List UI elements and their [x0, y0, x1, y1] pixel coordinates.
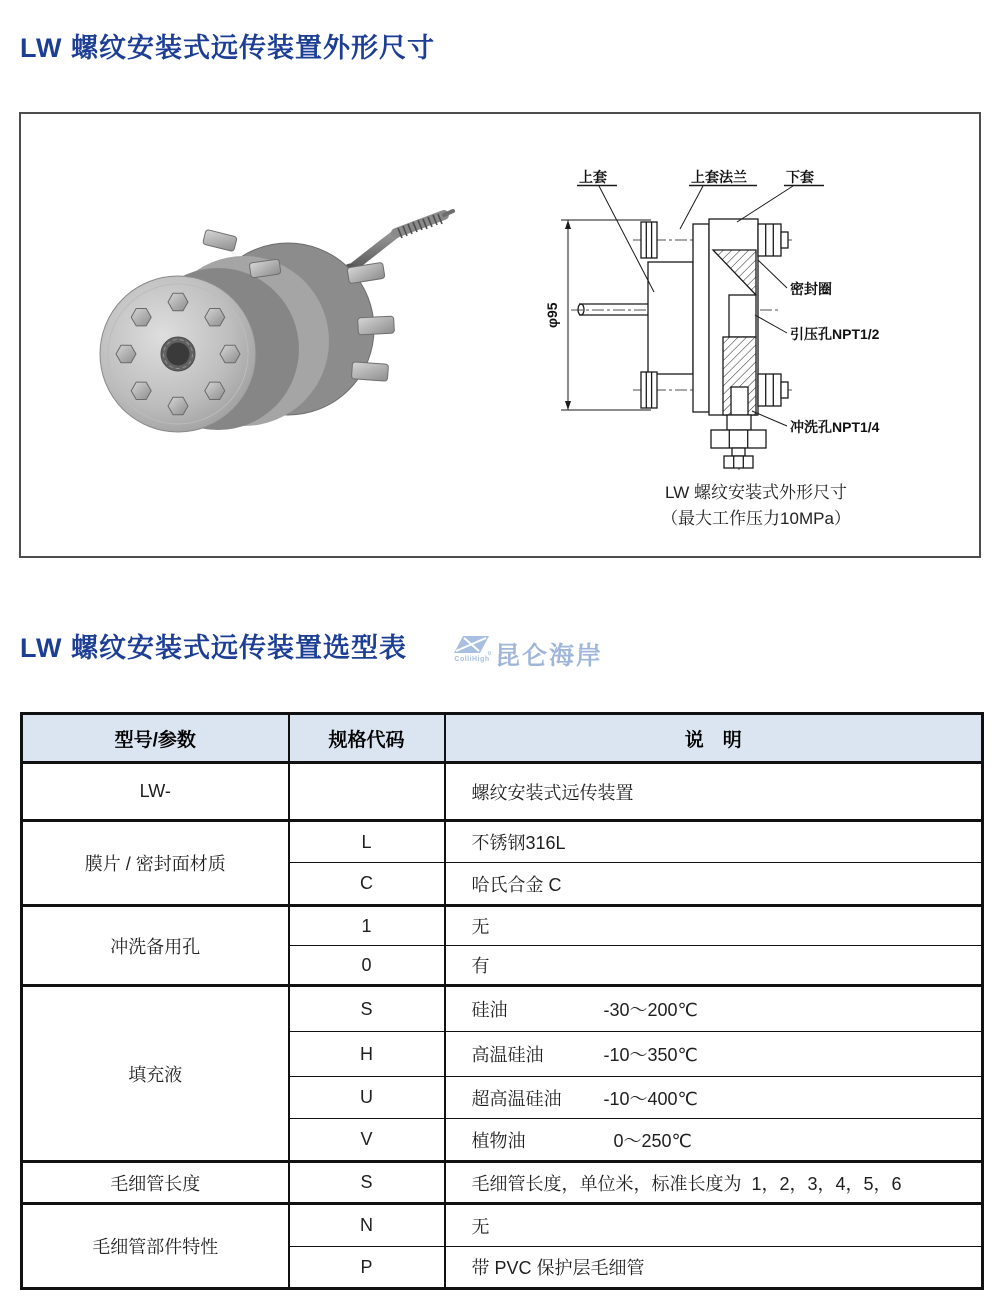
liquid-name: 高温硅油: [471, 1045, 544, 1065]
code-P: P: [289, 1247, 445, 1289]
header-description: 说 明: [445, 714, 983, 763]
desc-capillary-length: 毛细管长度，单位米，标准长度为 1，2，3，4，5，6: [445, 1162, 983, 1204]
param-capillary-length: 毛细管长度: [22, 1162, 289, 1204]
table-row: [22, 821, 983, 863]
param-flush-hole: 冲洗备用孔: [22, 906, 289, 986]
figure-box: [19, 112, 981, 558]
pressure-port-bore: [729, 295, 756, 337]
table-header-row: [22, 714, 983, 763]
header-spec-code: 规格代码: [289, 714, 445, 763]
page-title-selection: LW 螺纹安装式远传装置选型表: [20, 633, 407, 663]
liquid-temp-range: -10～400℃: [603, 1088, 698, 1109]
liquid-name: 硅油: [471, 1000, 508, 1020]
flush-channel: [731, 387, 748, 415]
table-row: [22, 986, 983, 1032]
code-0: 0: [289, 946, 445, 986]
product-photo: [96, 199, 486, 484]
desc-silicone-oil: [445, 986, 983, 1032]
label-upper-sleeve-flange: 上套法兰: [691, 169, 747, 185]
code-H: H: [289, 1032, 445, 1077]
table-row: [22, 1162, 983, 1204]
table-row: [22, 763, 983, 821]
logo-subtext: ColliHigh: [454, 656, 490, 663]
liquid-temp-range: -30～200℃: [603, 1000, 698, 1020]
desc-model: 螺纹安装式远传装置: [445, 763, 983, 821]
selection-table: [20, 712, 984, 1290]
table-row: [22, 1204, 983, 1247]
desc-have: 有: [445, 946, 983, 986]
param-diaphragm-material: 膜片 / 密封面材质: [22, 821, 289, 906]
desc-none2: 无: [445, 1204, 983, 1247]
code-1: 1: [289, 906, 445, 946]
figure-caption: [541, 480, 971, 533]
brand-logo-mark: [453, 634, 491, 663]
code-L: L: [289, 821, 445, 863]
brand-logo: [453, 634, 603, 672]
label-lower-sleeve: 下套: [786, 169, 814, 185]
figure-caption-line2: （最大工作压力10MPa）: [661, 509, 851, 529]
desc-316L: 不锈钢316L: [445, 821, 983, 863]
code-empty: [289, 763, 445, 821]
page-title-dimensions: LW 螺纹安装式远传装置外形尺寸: [20, 33, 435, 63]
desc-vegetable-oil: [445, 1119, 983, 1162]
label-pressure-port: 引压孔NPT1/2: [790, 326, 880, 342]
param-capillary-feature: 毛细管部件特性: [22, 1204, 289, 1289]
desc-high-temp-oil: [445, 1032, 983, 1077]
liquid-name: 超高温硅油: [471, 1088, 562, 1109]
liquid-name: 植物油: [471, 1130, 526, 1151]
flush-valve: [711, 415, 766, 468]
center-threaded-hole: [161, 337, 195, 371]
logo-brand-text: 昆仑海岸: [495, 642, 604, 670]
table-row: [22, 906, 983, 946]
label-flush-port: 冲洗孔NPT1/4: [790, 419, 880, 435]
liquid-temp-range: 0～250℃: [603, 1130, 692, 1151]
upper-sleeve-section: [648, 262, 693, 374]
header-model-param: 型号/参数: [22, 714, 289, 763]
figure-caption-line1: LW 螺纹安装式外形尺寸: [665, 483, 847, 502]
label-diameter-95: φ95: [544, 302, 560, 328]
desc-ultra-high-temp-oil: [445, 1077, 983, 1119]
param-fill-liquid: 填充液: [22, 986, 289, 1162]
upper-sleeve-flange-section: [693, 224, 709, 412]
code-C: C: [289, 863, 445, 906]
param-model: LW-: [22, 763, 289, 821]
code-U: U: [289, 1077, 445, 1119]
logo-parallelogram-icon: [453, 634, 491, 656]
selection-title-row: [20, 626, 980, 670]
label-seal-ring: 密封圈: [790, 281, 832, 297]
label-upper-sleeve: 上套: [579, 169, 607, 185]
liquid-temp-range: -10～350℃: [603, 1045, 698, 1065]
desc-none1: 无: [445, 906, 983, 946]
desc-hastelloy: 哈氏合金 C: [445, 863, 983, 906]
desc-pvc-capillary: 带 PVC 保护层毛细管: [445, 1247, 983, 1289]
code-S-length: S: [289, 1162, 445, 1204]
code-S: S: [289, 986, 445, 1032]
code-N: N: [289, 1204, 445, 1247]
code-V: V: [289, 1119, 445, 1162]
technical-drawing: [541, 152, 971, 472]
